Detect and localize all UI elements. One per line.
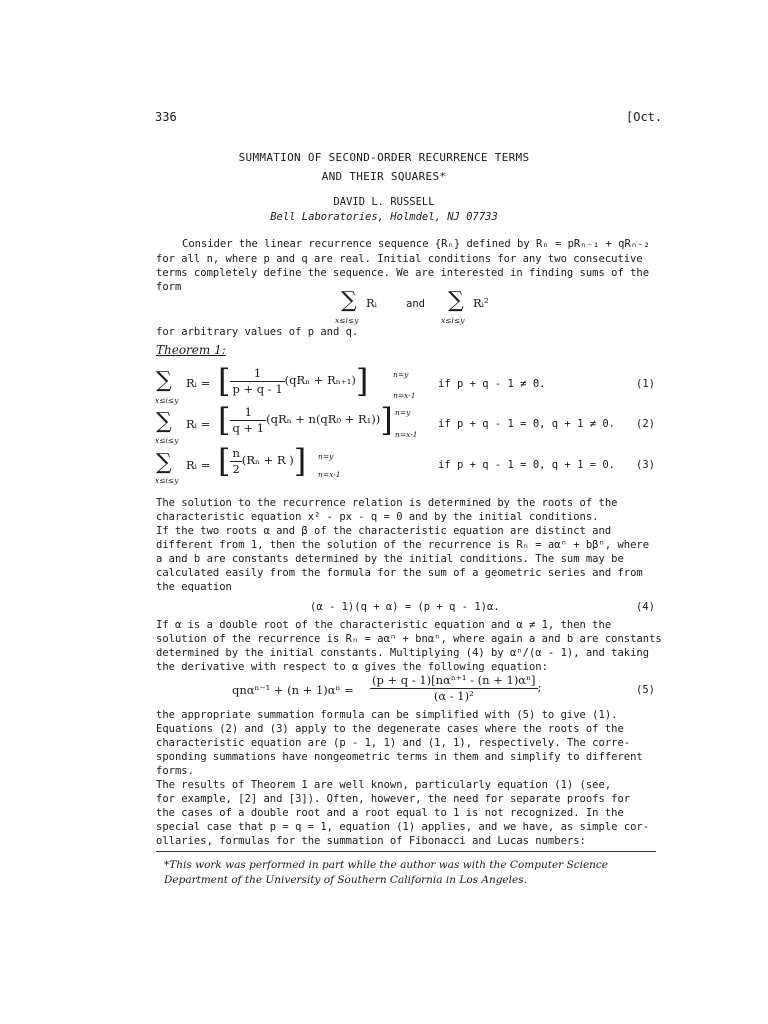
- author-name: DAVID L. RUSSELL: [333, 196, 435, 208]
- body-line: sponding summations have nongeometric terms in them and simplify to different: [156, 751, 643, 763]
- eq3-lower: n=x-1: [318, 470, 341, 479]
- body-line: ollaries, formulas for the summation of Fibonacci and Lucas numbers:: [156, 835, 586, 847]
- sum-sigma-right: ∑: [448, 288, 464, 313]
- body-line: Equations (2) and (3) apply to the degenerate cases where the roots of the: [156, 723, 624, 735]
- eq3-limits: x≤i≤y: [155, 476, 179, 485]
- eq1-rhs: [ $\frac{1}{p + q - 1}$ (qRₙ + Rₙ₊₁)]: [218, 362, 369, 401]
- eq5-lhs: qnαⁿ⁻¹ + (n + 1)αⁿ =: [232, 683, 354, 697]
- eq3-rhs: [ $\frac{n}{2}$ (Rₙ + R )]: [218, 442, 307, 481]
- body-line: solution of the recurrence is Rₙ = aαⁿ + bnαⁿ, where again a and b are constants: [156, 633, 662, 645]
- eq5-fraction: [370, 673, 541, 703]
- eq3-frac-den: 2: [232, 461, 240, 476]
- equation-1: [156, 370, 172, 392]
- eq5-frac-den: (α - 1)²: [433, 688, 474, 703]
- body-line: If α is a double root of the characteristic equation and α ≠ 1, then the: [156, 619, 612, 631]
- body-line: The solution to the recurrence relation is determined by the roots of the: [156, 497, 618, 509]
- eq2-limits: x≤i≤y: [155, 436, 179, 445]
- eq4-number: (4): [636, 601, 655, 613]
- eq2-number: (2): [636, 418, 655, 430]
- eq1-number: (1): [636, 378, 655, 390]
- eq2-upper: n=y: [395, 408, 411, 417]
- intro-line: Consider the linear recurrence sequence {Rₙ} defined by Rₙ = pRₙ₋₁ + qRₙ₋₂: [182, 238, 650, 250]
- sum-connector: and: [406, 298, 425, 310]
- eq5-number: (5): [636, 684, 655, 696]
- theorem-label: Theorem 1:: [156, 343, 226, 357]
- arbitrary-line: for arbitrary values of p and q.: [156, 326, 359, 338]
- eq2-rhs: [ $\frac{1}{q + 1}$ (qRₙ + n(qR₀ + R₁))]: [218, 401, 393, 440]
- intro-line: terms completely define the sequence. We are interested in finding sums of the: [156, 267, 650, 279]
- page-number: 336: [155, 110, 177, 124]
- sum-sigma-left: ∑: [341, 288, 357, 313]
- equation-4: (α - 1)(q + α) = (p + q - 1)α.: [310, 601, 500, 613]
- footnote: *This work was performed in part while the author was with the Computer Science Department of the University of Southern California in Los Angeles.: [164, 859, 609, 886]
- body-line: characteristic equation are (p - 1, 1) and (1, 1), respectively. The corre-: [156, 737, 631, 749]
- body-line: If the two roots α and β of the characteristic equation are distinct and: [156, 525, 612, 537]
- eq2-lower: n=x-1: [395, 430, 418, 439]
- body-line: forms.: [156, 765, 194, 777]
- eq3-number: (3): [636, 459, 655, 471]
- eq2-condition: if p + q - 1 = 0, q + 1 ≠ 0.: [438, 418, 616, 430]
- eq1-frac-num: 1: [230, 366, 284, 382]
- footnote-divider: [156, 851, 656, 852]
- eq2-frac-num: 1: [230, 405, 266, 421]
- eq3-upper: n=y: [318, 452, 334, 461]
- body-line: characteristic equation x² - px - q = 0 and by the initial conditions.: [156, 511, 599, 523]
- sigma-icon: ∑: [156, 409, 172, 434]
- eq1-upper: n=y: [393, 370, 409, 379]
- eq3-body: (Rₙ + R ): [241, 453, 294, 468]
- sigma-icon: ∑: [156, 368, 172, 393]
- intro-line: for all n, where p and q are real. Initial conditions for any two consecutive: [156, 253, 643, 265]
- body-line: the cases of a double root and a root equal to 1 is not recognized. In the: [156, 807, 624, 819]
- sum-limits-left: x≤i≤y: [335, 316, 359, 325]
- sum-term-right: Rᵢ²: [473, 296, 489, 310]
- eq5-tail: ;: [537, 680, 542, 695]
- eq1-body: (qRₙ + Rₙ₊₁): [284, 373, 356, 388]
- eq1-lower: n=x-1: [393, 391, 416, 400]
- body-line: the appropriate summation formula can be simplified with (5) to give (1).: [156, 709, 618, 721]
- eq1-condition: if p + q - 1 ≠ 0.: [438, 378, 546, 390]
- eq2-body: (qRₙ + n(qR₀ + R₁)): [266, 412, 381, 427]
- sum-term-left: Rᵢ: [366, 296, 377, 310]
- body-line: calculated easily from the formula for the sum of a geometric series and from: [156, 567, 643, 579]
- issue-date: [Oct.: [626, 110, 663, 124]
- eq3-condition: if p + q - 1 = 0, q + 1 = 0.: [438, 459, 616, 471]
- body-line: the equation: [156, 581, 232, 593]
- eq3-frac-num: n: [232, 446, 240, 460]
- body-line: the derivative with respect to α gives the following equation:: [156, 661, 548, 673]
- eq5-frac-num: (p + q - 1)[nαⁿ⁺¹ - (n + 1)αⁿ]: [372, 673, 536, 687]
- body-line: determined by the initial constants. Multiplying (4) by αⁿ/(α - 1), and taking: [156, 647, 650, 659]
- eq2-lhs: Rᵢ =: [186, 417, 211, 431]
- paper-title-line2: AND THEIR SQUARES*: [321, 170, 447, 183]
- eq1-frac-den: p + q - 1: [232, 381, 283, 396]
- eq1-limits: x≤i≤y: [155, 396, 179, 405]
- eq1-lhs: Rᵢ =: [186, 376, 211, 390]
- sigma-icon: ∑: [156, 450, 172, 475]
- body-line: different from 1, then the solution of the recurrence is Rₙ = aαⁿ + bβⁿ, where: [156, 539, 650, 551]
- body-line: The results of Theorem 1 are well known, particularly equation (1) (see,: [156, 779, 612, 791]
- eq2-frac-den: q + 1: [232, 420, 265, 435]
- body-line: special case that p = q = 1, equation (1) applies, and we have, as simple cor-: [156, 821, 650, 833]
- body-line: for example, [2] and [3]). Often, however, the need for separate proofs for: [156, 793, 631, 805]
- author-affiliation: Bell Laboratories, Holmdel, NJ 07733: [270, 211, 498, 223]
- intro-line: form: [156, 281, 182, 293]
- body-line: a and b are constants determined by the initial conditions. The sum may be: [156, 553, 624, 565]
- sum-limits-right: x≤i≤y: [441, 316, 465, 325]
- eq3-lhs: Rᵢ =: [186, 458, 211, 472]
- paper-title-line1: SUMMATION OF SECOND-ORDER RECURRENCE TERMS: [238, 151, 530, 164]
- equation-3: [156, 452, 172, 474]
- equation-2: [156, 411, 172, 433]
